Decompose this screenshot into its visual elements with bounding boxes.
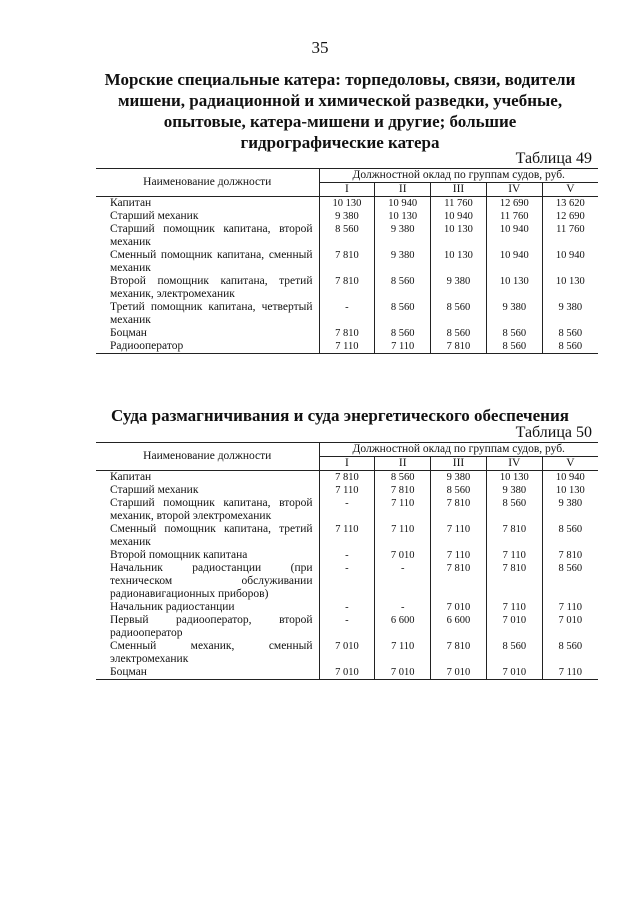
salary-value-group-2: 8 560 <box>375 275 431 301</box>
position-name: Первый радиооператор, второй радиооператор <box>96 614 319 640</box>
salary-value-group-3: 9 380 <box>431 275 487 301</box>
salary-value-group-1: 7 110 <box>335 524 359 535</box>
salary-value-group-5: 7 010 <box>542 614 598 640</box>
salary-value-group-1: 8 560 <box>335 224 359 235</box>
table-row <box>96 249 598 275</box>
group-number-1: I <box>319 183 375 197</box>
salary-value-group-5: 13 620 <box>542 197 598 211</box>
salary-value-group-1: - <box>345 615 349 626</box>
group-number-3: III <box>431 457 487 471</box>
salary-value-group-5: 11 760 <box>542 223 598 249</box>
position-name: Начальник радиостанции <box>96 601 319 614</box>
table-row <box>96 197 598 211</box>
group-number-1: I <box>319 457 375 471</box>
position-name: Сменный помощник капитана, сменный механик <box>96 249 319 275</box>
salary-value-group-4: 8 560 <box>486 340 542 354</box>
salary-value-group-3: 8 560 <box>431 484 487 497</box>
table-row <box>96 523 598 549</box>
salary-value-group-5: 7 110 <box>542 601 598 614</box>
table-body <box>96 471 598 680</box>
salary-value-group-5: 10 940 <box>542 249 598 275</box>
salary-value-group-4: 7 110 <box>486 549 542 562</box>
salary-value-group-4: 10 130 <box>486 471 542 485</box>
table-row <box>96 601 598 614</box>
position-name: Второй помощник капитана, третий механик, электромеханик <box>96 275 319 301</box>
salary-value-group-2: - <box>375 562 431 601</box>
salary-value-group-2: 7 110 <box>375 640 431 666</box>
group-number-3: III <box>431 183 487 197</box>
salary-value-group-2: 6 600 <box>375 614 431 640</box>
salary-value-group-3: 8 560 <box>431 327 487 340</box>
salary-value-group-4: 12 690 <box>486 197 542 211</box>
salary-value-group-1: - <box>345 563 349 574</box>
salary-value-group-1: 7 810 <box>335 472 359 483</box>
position-name: Сменный помощник капитана, третий механик <box>96 523 319 549</box>
salary-value-group-2: 8 560 <box>375 327 431 340</box>
group-number-4: IV <box>486 457 542 471</box>
salary-value-group-5: 7 810 <box>542 549 598 562</box>
salary-value-group-3: 7 010 <box>431 601 487 614</box>
salary-value-group-4: 8 560 <box>486 327 542 340</box>
salary-value-group-1: - <box>345 550 349 561</box>
group-number-2: II <box>375 457 431 471</box>
salary-value-group-3: 7 810 <box>431 640 487 666</box>
salary-value-group-5: 8 560 <box>542 327 598 340</box>
salary-value-group-3: 7 110 <box>431 523 487 549</box>
table-row <box>96 340 598 354</box>
salary-value-group-5: 12 690 <box>542 210 598 223</box>
position-name: Капитан <box>96 471 319 485</box>
salary-value-group-2: 9 380 <box>375 249 431 275</box>
salary-value-group-2: 8 560 <box>375 471 431 485</box>
salary-value-group-2: 7 010 <box>375 549 431 562</box>
position-name: Второй помощник капитана <box>96 549 319 562</box>
salary-value-group-4: 9 380 <box>486 301 542 327</box>
position-name: Начальник радиостанции (при техническом обслуживании радионавигационных приборов) <box>96 562 319 601</box>
salary-value-group-3: 7 110 <box>431 549 487 562</box>
salary-value-group-5: 9 380 <box>542 497 598 523</box>
salary-value-group-2: 10 940 <box>375 197 431 211</box>
position-name: Третий помощник капитана, четвертый механик <box>96 301 319 327</box>
position-name: Старший механик <box>96 210 319 223</box>
salary-value-group-2: 7 010 <box>375 666 431 680</box>
salary-value-group-3: 10 130 <box>431 249 487 275</box>
salary-value-group-4: 7 810 <box>486 523 542 549</box>
table-row <box>96 223 598 249</box>
salary-value-group-2: 7 810 <box>375 484 431 497</box>
salary-value-group-3: 7 810 <box>431 562 487 601</box>
salary-value-group-2: 8 560 <box>375 301 431 327</box>
salary-value-group-2: 7 110 <box>375 497 431 523</box>
salary-value-group-3: 10 940 <box>431 210 487 223</box>
salary-group-header: Должностной оклад по группам судов, руб. <box>319 443 598 457</box>
salary-value-group-5: 7 110 <box>542 666 598 680</box>
table-49-label: Таблица 49 <box>515 150 592 167</box>
salary-value-group-5: 8 560 <box>542 640 598 666</box>
section-title-degaussing: Суда размагничивания и суда энергетического обеспечения <box>111 406 569 425</box>
salary-value-group-5: 10 940 <box>542 471 598 485</box>
salary-value-group-1: - <box>345 302 349 313</box>
salary-table-50 <box>96 442 598 680</box>
table-row <box>96 301 598 327</box>
salary-value-group-5: 10 130 <box>542 484 598 497</box>
salary-value-group-5: 8 560 <box>542 562 598 601</box>
salary-value-group-4: 10 940 <box>486 249 542 275</box>
salary-value-group-4: 7 810 <box>486 562 542 601</box>
salary-value-group-5: 8 560 <box>542 523 598 549</box>
position-name: Старший помощник капитана, второй механик, второй электромеханик <box>96 497 319 523</box>
salary-value-group-4: 11 760 <box>486 210 542 223</box>
salary-value-group-1: 7 010 <box>335 641 359 652</box>
salary-value-group-4: 8 560 <box>486 497 542 523</box>
salary-value-group-3: 7 810 <box>431 497 487 523</box>
salary-value-group-5: 9 380 <box>542 301 598 327</box>
salary-table-49 <box>96 168 598 354</box>
group-number-5: V <box>542 457 598 471</box>
table-row <box>96 210 598 223</box>
position-name: Сменный механик, сменный электромеханик <box>96 640 319 666</box>
section-title-boats: Морские специальные катера: торпедоловы, связи, водители мишени, радиационной и химической разведки, учебные, опытовые, катера-мишени и другие; большие гидрографические катера <box>104 70 576 152</box>
salary-value-group-3: 7 010 <box>431 666 487 680</box>
position-name: Капитан <box>96 197 319 211</box>
table-row <box>96 666 598 680</box>
group-number-5: V <box>542 183 598 197</box>
salary-value-group-1: 9 380 <box>335 211 359 222</box>
salary-group-header: Должностной оклад по группам судов, руб. <box>319 169 598 183</box>
salary-value-group-1: 7 110 <box>335 485 359 496</box>
salary-value-group-4: 9 380 <box>486 484 542 497</box>
table-row <box>96 327 598 340</box>
group-number-4: IV <box>486 183 542 197</box>
salary-value-group-1: 7 010 <box>335 667 359 678</box>
table-50-label: Таблица 50 <box>515 424 592 441</box>
salary-value-group-2: - <box>375 601 431 614</box>
position-name: Старший помощник капитана, второй механик <box>96 223 319 249</box>
position-name-header: Наименование должности <box>96 169 319 197</box>
position-name: Радиооператор <box>96 340 319 354</box>
table-row <box>96 549 598 562</box>
table-body <box>96 197 598 354</box>
table-row <box>96 614 598 640</box>
salary-value-group-3: 6 600 <box>431 614 487 640</box>
position-name: Боцман <box>96 327 319 340</box>
salary-value-group-3: 11 760 <box>431 197 487 211</box>
salary-value-group-1: 7 810 <box>335 276 359 287</box>
position-name: Старший механик <box>96 484 319 497</box>
salary-value-group-1: 10 130 <box>332 198 362 209</box>
salary-value-group-5: 10 130 <box>542 275 598 301</box>
salary-value-group-5: 8 560 <box>542 340 598 354</box>
salary-value-group-1: 7 810 <box>335 328 359 339</box>
salary-value-group-4: 8 560 <box>486 640 542 666</box>
salary-value-group-1: - <box>345 602 349 613</box>
table-row <box>96 484 598 497</box>
salary-value-group-3: 7 810 <box>431 340 487 354</box>
position-name: Боцман <box>96 666 319 680</box>
table-row <box>96 562 598 601</box>
salary-value-group-4: 7 010 <box>486 666 542 680</box>
page-number: 35 <box>311 38 329 57</box>
table-row <box>96 275 598 301</box>
salary-value-group-3: 8 560 <box>431 301 487 327</box>
salary-value-group-2: 10 130 <box>375 210 431 223</box>
position-name-header: Наименование должности <box>96 443 319 471</box>
salary-value-group-4: 10 130 <box>486 275 542 301</box>
salary-value-group-2: 9 380 <box>375 223 431 249</box>
salary-value-group-1: 7 810 <box>335 250 359 261</box>
table-row <box>96 471 598 485</box>
salary-value-group-4: 7 010 <box>486 614 542 640</box>
salary-value-group-1: - <box>345 498 349 509</box>
salary-value-group-3: 10 130 <box>431 223 487 249</box>
salary-value-group-2: 7 110 <box>375 340 431 354</box>
table-row <box>96 497 598 523</box>
group-number-2: II <box>375 183 431 197</box>
salary-value-group-4: 10 940 <box>486 223 542 249</box>
salary-value-group-3: 9 380 <box>431 471 487 485</box>
salary-value-group-2: 7 110 <box>375 523 431 549</box>
salary-value-group-4: 7 110 <box>486 601 542 614</box>
salary-value-group-1: 7 110 <box>335 341 359 352</box>
table-row <box>96 640 598 666</box>
